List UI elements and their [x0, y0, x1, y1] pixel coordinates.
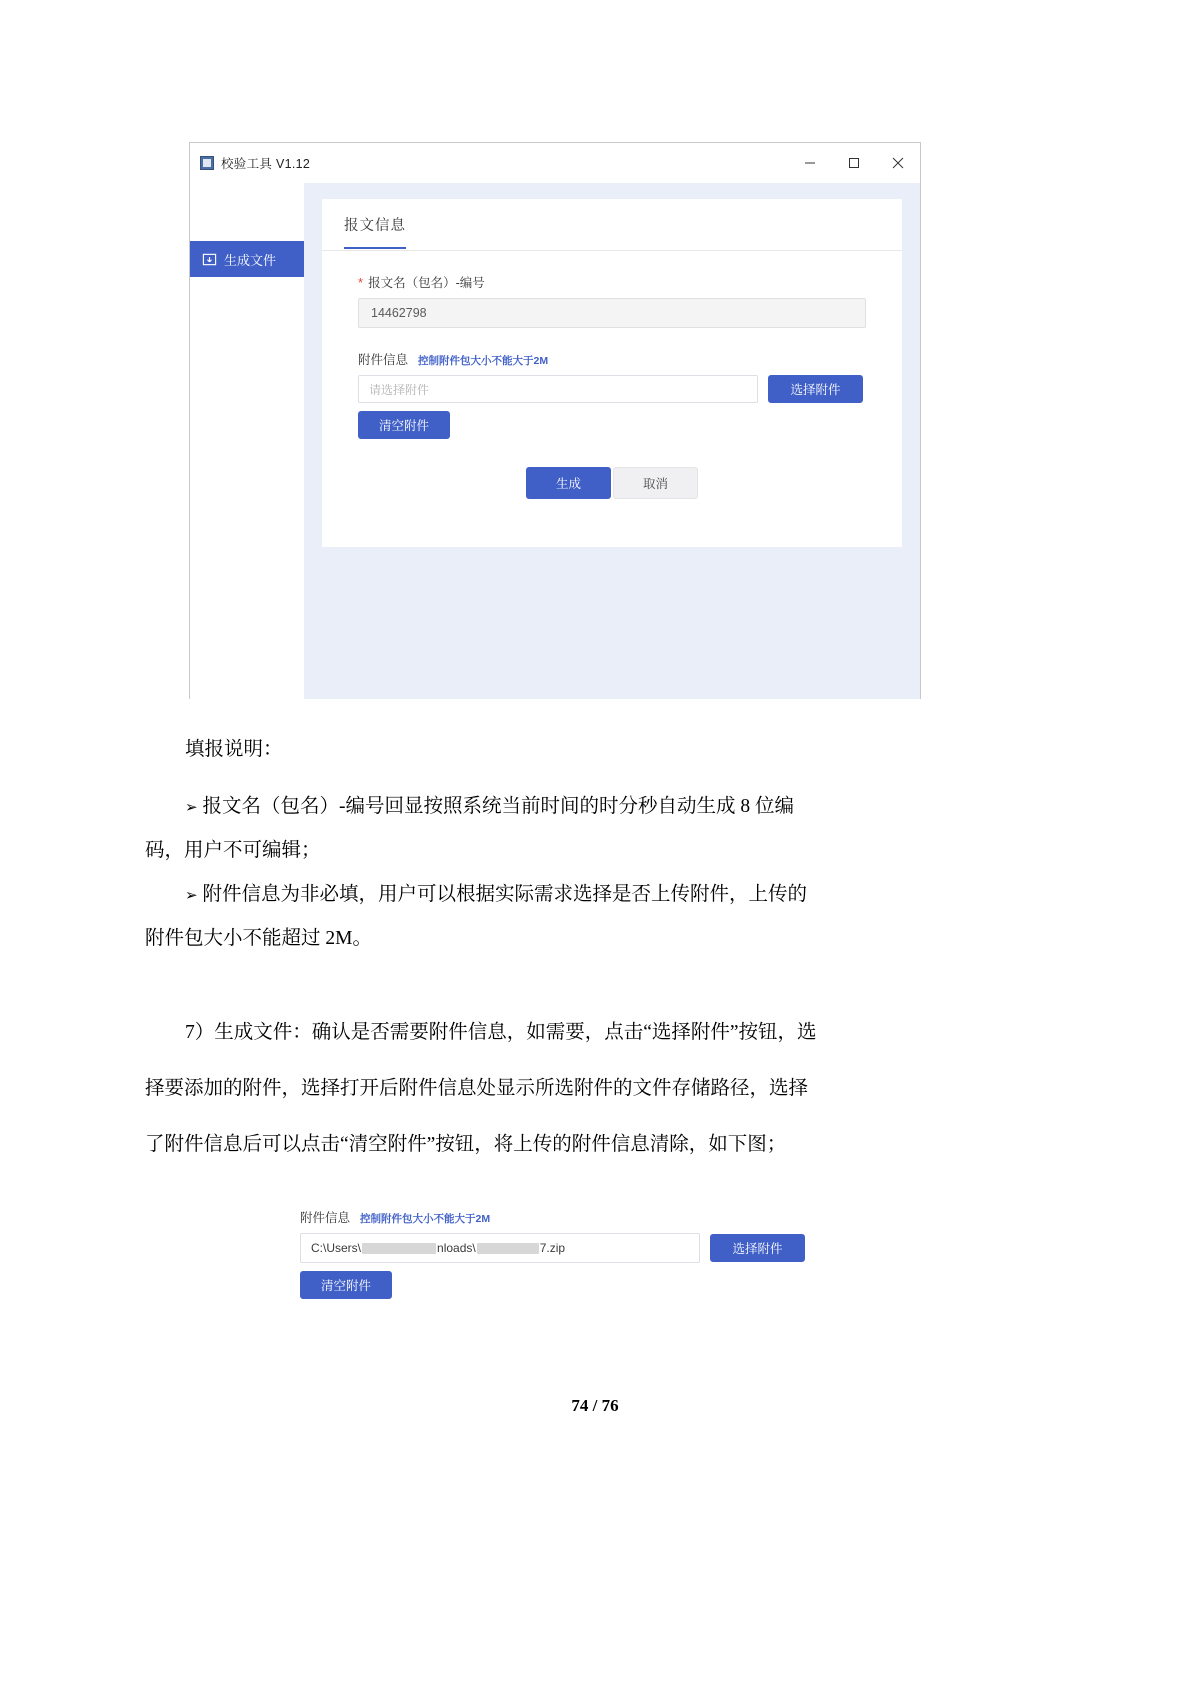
message-info-card	[322, 199, 902, 547]
bullet-1-line-2: 码，用户不可编辑；	[145, 840, 321, 861]
paragraph-line-3: 了附件信息后可以点击“清空附件”按钮，将上传的附件信息清除，如下图；	[145, 1134, 787, 1155]
attachment-example-label: 附件信息	[300, 1211, 351, 1225]
attachment-path-middle: nloads\	[437, 1241, 476, 1255]
tab-message-info[interactable]: 报文信息	[344, 214, 406, 249]
required-asterisk: *	[358, 274, 364, 290]
attachment-example-input-row	[300, 1233, 820, 1263]
select-attachment-button-example[interactable]: 选择附件	[710, 1234, 805, 1262]
paragraph-line-2: 择要添加的附件，选择打开后附件信息处显示所选附件的文件存储路径，选择	[145, 1078, 809, 1099]
app-window-screenshot	[189, 142, 921, 699]
bullet-2-line-1: 附件信息为非必填，用户可以根据实际需求选择是否上传附件，上传的	[202, 884, 807, 905]
attachment-example-label-row	[300, 1208, 820, 1226]
attachment-label-row	[358, 350, 866, 368]
paragraph-step-7	[145, 1005, 1045, 1173]
cancel-button[interactable]: 取消	[613, 467, 698, 499]
close-button[interactable]	[876, 143, 920, 183]
card-body	[322, 251, 902, 499]
attachment-input-row	[358, 375, 866, 403]
sidebar-item-label: 生成文件	[224, 252, 277, 268]
attachment-size-hint: 控制附件包大小不能大于2M	[418, 355, 549, 367]
fill-instructions-heading: 填报说明：	[185, 739, 283, 760]
attachment-example-screenshot	[300, 1208, 820, 1303]
page-total: 76	[601, 1396, 619, 1415]
window-controls	[788, 143, 920, 183]
page-separator: /	[592, 1396, 598, 1415]
app-window-icon	[200, 156, 214, 170]
attachment-example-path-input[interactable]	[300, 1233, 700, 1263]
window-body	[190, 183, 920, 699]
clear-attachment-button[interactable]: 清空附件	[358, 411, 450, 439]
message-name-label	[358, 273, 866, 291]
bullet-item-2	[145, 873, 1045, 961]
generate-button[interactable]: 生成	[526, 467, 611, 499]
attachment-path-suffix: 7.zip	[539, 1241, 566, 1255]
bullet-marker-icon: ➢	[185, 798, 198, 816]
card-header	[322, 199, 902, 251]
select-attachment-button[interactable]: 选择附件	[768, 375, 863, 403]
attachment-label: 附件信息	[358, 353, 409, 367]
bullet-marker-icon: ➢	[185, 886, 198, 904]
window-titlebar	[190, 143, 920, 183]
attachment-placeholder: 请选择附件	[369, 382, 430, 397]
attachment-path-input[interactable]	[358, 375, 758, 403]
bullet-2-line-2: 附件包大小不能超过 2M。	[145, 928, 372, 949]
paragraph-line-1: 7）生成文件：确认是否需要附件信息，如需要，点击“选择附件”按钮，选	[185, 1022, 817, 1043]
page-footer	[0, 1396, 1190, 1416]
sidebar-item-generate-file[interactable]	[190, 241, 304, 277]
message-name-input	[358, 298, 866, 328]
minimize-button[interactable]	[788, 143, 832, 183]
redaction-block	[362, 1243, 436, 1254]
maximize-button[interactable]	[832, 143, 876, 183]
file-export-icon	[202, 252, 217, 267]
clear-attachment-button-example[interactable]: 清空附件	[300, 1271, 392, 1299]
message-name-value: 14462798	[371, 306, 427, 320]
window-title: 校验工具 V1.12	[221, 156, 311, 171]
message-name-label-text: 报文名（包名）-编号	[368, 276, 485, 290]
page-current: 74	[571, 1396, 589, 1415]
bullet-item-1	[145, 785, 1045, 873]
attachment-path-prefix: C:\Users\	[311, 1241, 362, 1255]
sidebar	[190, 183, 304, 699]
card-actions	[358, 467, 866, 499]
attachment-example-size-hint: 控制附件包大小不能大于2M	[360, 1213, 491, 1225]
redaction-block	[477, 1243, 539, 1254]
bullet-1-line-1: 报文名（包名）-编号回显按照系统当前时间的时分秒自动生成 8 位编	[202, 796, 794, 817]
main-content	[304, 183, 920, 699]
